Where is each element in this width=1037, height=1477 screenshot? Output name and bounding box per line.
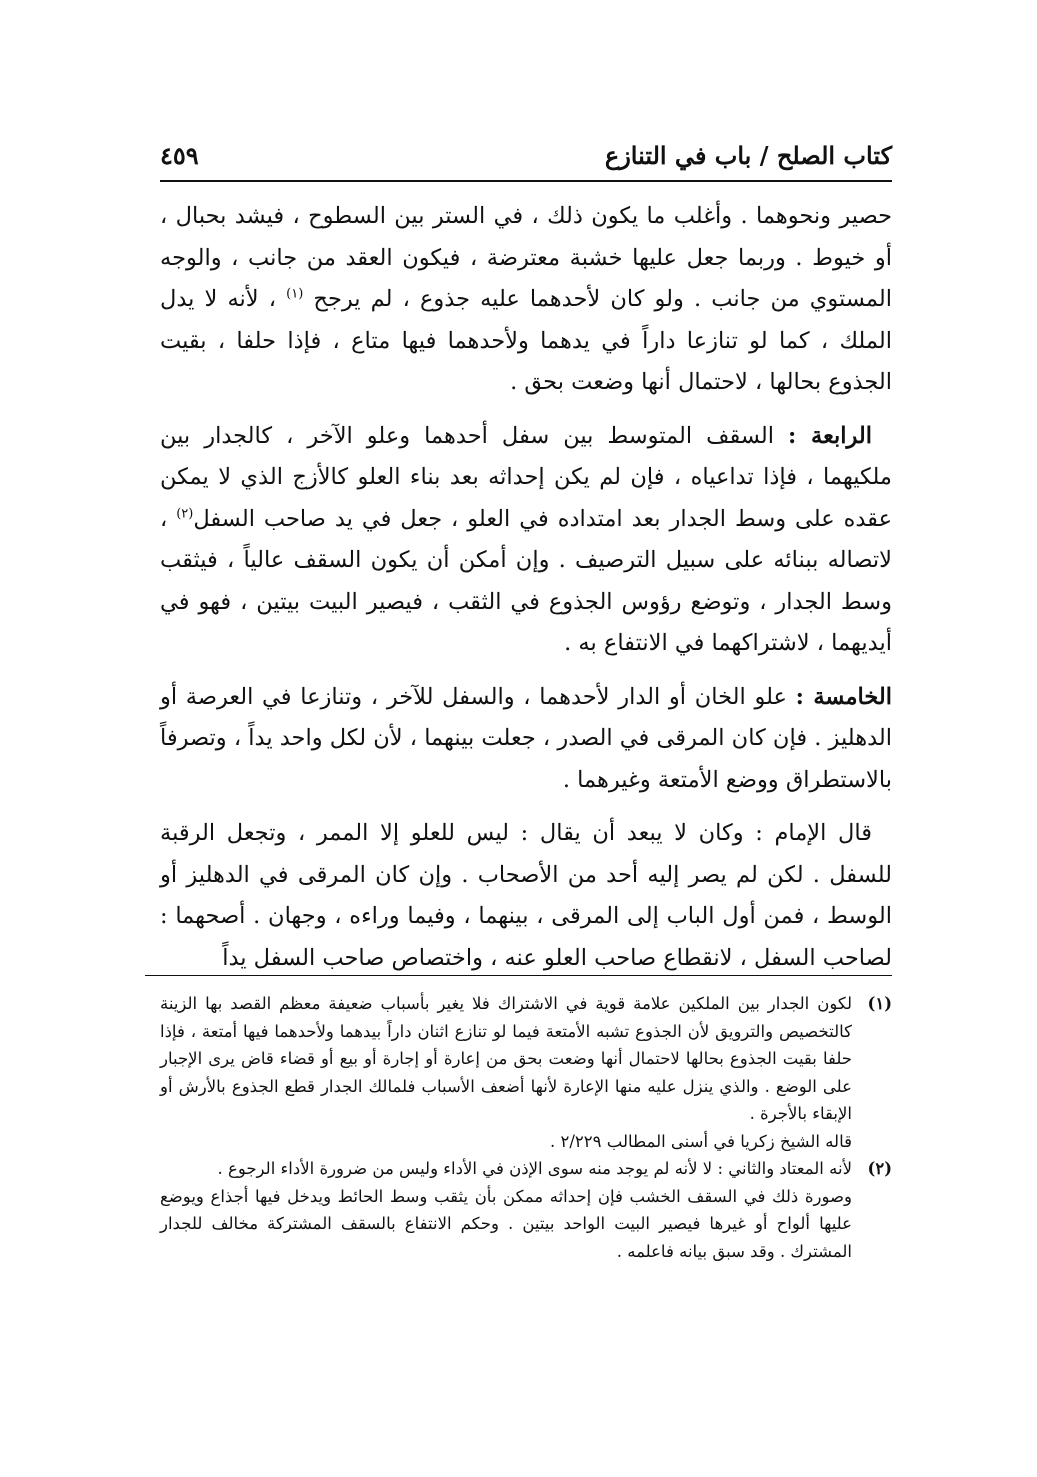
paragraph-2 [160, 416, 892, 665]
footnote-1-text: لكون الجدار بين الملكين علامة قوية في الاشتراك فلا يغير بأسباب ضعيفة معظم القصد بها الزينة كالتخصيص والترويق لأن الجذوع تشبه الأمتعة فيما لو تنازع اثنان داراً بيدهما ولأحدهما فيها أمتعة ، فإذا حلفا بقيت الجذوع بحالها لاحتمال أنها وضعت بحق من إعارة أو إجارة أو بيع أو قضاء قاض يرى الإجبار على الوضع . والذي ينزل عليه منها الإعارة لأنها أضعف الأسباب فلمالك الجدار قطع الجذوع بالأرش أو الإبقاء بالأجرة . [160, 994, 852, 1123]
footnote-divider [145, 975, 892, 976]
book-section-title: كتاب الصلح / باب في التنازع [604, 141, 892, 170]
footnotes [160, 990, 892, 1265]
footnote-2 [160, 1155, 892, 1265]
paragraph-2-text-b: ، لاتصاله ببنائه على سبيل الترصيف . وإن أمكن أن يكون السقف عالياً ، فيثقب وسط الجدار ، وتوضع رؤوس الجذوع في الثقب ، فيصير البيت بيتين ، فهو في أيديهما ، لاشتراكهما في الانتفاع به . [160, 505, 892, 656]
footnote-2-explanation: وصورة ذلك في السقف الخشب فإن إحداثه ممكن بأن يثقب وسط الحائط ويدخل فيها أجذاع ويوضع عليها ألواح أو غيرها فيصير البيت الواحد بيتين . وحكم الانتفاع بالسقف المشتركة مخالف للجدار المشترك . وقد سبق بيانه فاعلمه . [160, 1186, 852, 1261]
footnote-ref-2[interactable]: (٢) [176, 506, 194, 521]
paragraph-3 [160, 677, 892, 802]
paragraph-2-lead: الرابعة : [788, 422, 873, 449]
paragraph-1-text-a: حصير ونحوهما . وأغلب ما يكون ذلك ، في الستر بين السطوح ، فيشد بحبال ، أو خيوط . وربما جعل عليها خشبة معترضة ، فيكون العقد من جانب ، والوجه المستوي من جانب . ولو كان لأحدهما عليه جذوع ، لم يرجح [160, 203, 893, 312]
page-number: ٤٥٩ [160, 141, 199, 170]
footnote-2-number: (٢) [867, 1159, 892, 1178]
footnote-1 [160, 990, 892, 1155]
paragraph-1 [160, 196, 892, 404]
footnote-1-citation: قاله الشيخ زكريا في أسنى المطالب ٢/٢٢٩ . [549, 1131, 852, 1151]
paragraph-4 [160, 813, 892, 979]
paragraph-1-text-b: ، لأنه لا يدل الملك ، كما لو تنازعا داراً في يدهما ولأحدهما فيها متاع ، فإذا حلفا ، بقيت الجذوع بحالها ، لاحتمال أنها وضعت بحق . [160, 286, 892, 395]
paragraph-3-lead: الخامسة : [795, 683, 893, 710]
header-divider [160, 180, 892, 182]
footnote-ref-1[interactable]: (١) [286, 286, 304, 302]
running-header [160, 138, 892, 180]
main-text [160, 196, 892, 979]
paragraph-4-text: قال الإمام : وكان لا يبعد أن يقال : ليس للعلو إلا الممر ، وتجعل الرقبة للسفل . لكن لم يصر إليه أحد من الأصحاب . وإن كان المرقى في الدهليز أو الوسط ، فمن أول الباب إلى المرقى ، بينهما ، وفيما وراءه ، وجهان . أصحهما : لصاحب السفل ، لانقطاع صاحب العلو عنه ، واختصاص صاحب السفل يداً [160, 820, 892, 971]
paragraph-3-text: علو الخان أو الدار لأحدهما ، والسفل للآخر ، وتنازعا في العرصة أو الدهليز . فإن كان المرقى في الصدر ، جعلت بينهما ، لأن لكل واحد يداً ، وتصرفاً بالاستطراق ووضع الأمتعة وغيرهما . [160, 683, 892, 793]
footnote-2-text: لأنه المعتاد والثاني : لا لأنه لم يوجد منه سوى الإذن في الأداء وليس من ضرورة الأداء الرجوع . [217, 1159, 852, 1178]
paragraph-2-text-a: السقف المتوسط بين سفل أحدهما وعلو الآخر ، كالجدار بين ملكيهما ، فإذا تداعياه ، فإن لم يكن إحداثه بعد بناء العلو كالأزج الذي لا يمكن عقده على وسط الجدار بعد امتداده في العلو ، جعل في يد صاحب السفل [160, 422, 892, 532]
footnote-1-number: (١) [867, 994, 892, 1013]
footnote-1-body [160, 990, 852, 1155]
footnote-2-body [160, 1155, 852, 1265]
